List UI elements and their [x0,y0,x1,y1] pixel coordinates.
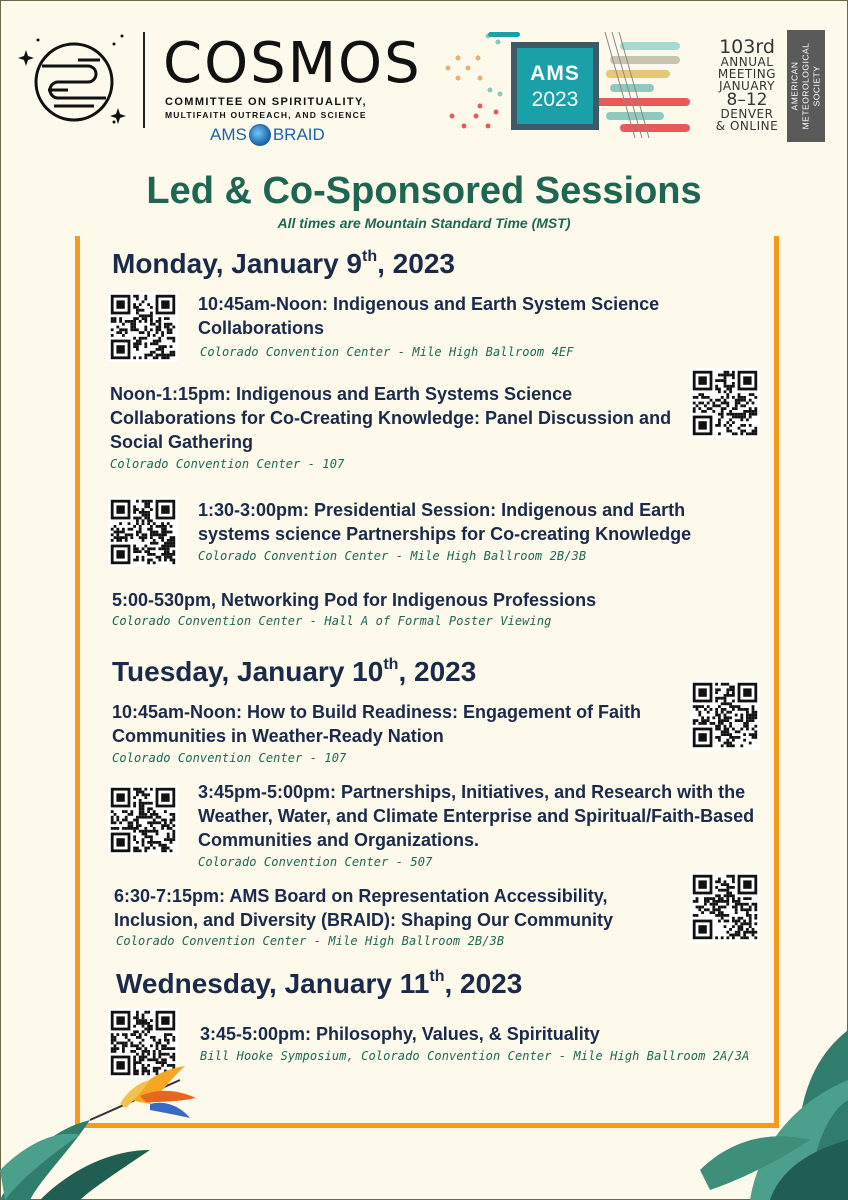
session-title: 3:45-5:00pm: Philosophy, Values, & Spirituality [200,1024,600,1044]
qr-code[interactable] [108,785,178,855]
frame-right [774,236,779,1128]
cosmos-subtitle-line1: COMMITTEE ON SPIRITUALITY, [165,96,368,108]
ams-braid-logo [210,124,325,146]
session-location: Colorado Convention Center - Hall A of Formal Poster Viewing [112,614,552,628]
meeting-month: JANUARY [719,79,775,93]
day-heading-monday: Monday, January 9th, 2023 [112,248,455,279]
page-title: Led & Co-Sponsored Sessions [146,170,702,212]
meeting-label: MEETING [717,67,777,81]
meeting-info [712,38,782,132]
meeting-dates: 8–12 [726,90,768,110]
session-location: Colorado Convention Center - 107 [112,751,347,765]
session-title: 1:30-3:00pm: Presidential Session: Indigenous and Earth systems science Partnerships for Co-creating Knowledge [198,500,692,544]
session-title: 5:00-530pm, Networking Pod for Indigenous Professions [112,590,597,610]
meeting-city: DENVER [720,107,774,121]
session-location: Colorado Convention Center - 107 [110,457,345,471]
society-line3: SOCIETY [811,65,822,107]
meeting-annual: ANNUAL [720,55,774,69]
session-title: 10:45am-Noon: How to Build Readiness: Engagement of Faith Communities in Weather-Ready Nation [112,702,642,746]
header-divider [143,32,145,128]
tropical-leaves-right-decoration [690,1020,848,1200]
cosmos-name: COSMOS [163,31,422,96]
globe-icon [249,124,271,146]
session-location: Colorado Convention Center - 507 [198,855,433,869]
braid-left-text: AMS [210,125,247,144]
session-title: Noon-1:15pm: Indigenous and Earth Systems Science Collaborations for Co-Creating Knowledge: Panel Discussion and Social Gathering [110,384,672,452]
braid-right-text: BRAID [272,125,325,144]
session-title: 10:45am-Noon: Indigenous and Earth System Science Collaborations [198,294,660,338]
qr-code[interactable] [108,497,178,567]
session-location: Colorado Convention Center - Mile High Ballroom 4EF [200,345,574,359]
qr-code[interactable] [690,368,760,438]
cosmos-subtitle-line2: MULTIFAITH OUTREACH, AND SCIENCE [165,110,367,120]
ams-badge-line1: AMS [530,62,580,85]
meeting-number: 103rd [719,36,775,58]
society-name [790,32,823,140]
day-heading-tuesday: Tuesday, January 10th, 2023 [112,656,477,687]
session-title: 3:45pm-5:00pm: Partnerships, Initiatives, and Research with the Weather, Water, and Climate Enterprise and Spiritual/Faith-Based Communities and Organizations. [198,782,755,850]
tropical-leaves-left-decoration [0,1060,230,1200]
session-location: Bill Hooke Symposium, Colorado Convention Center - Mile High Ballroom 2A/3A [200,1049,750,1063]
frame-left [75,236,80,1128]
qr-code[interactable] [690,680,760,750]
society-line1: AMERICAN [789,61,800,111]
cosmos-planet-logo [18,30,128,130]
page-subtitle: All times are Mountain Standard Time (MST) [277,215,571,231]
ams-2023-badge [511,42,599,130]
qr-code[interactable] [108,292,178,362]
session-location: Colorado Convention Center - Mile High Ballroom 2B/3B [116,934,505,948]
session-location: Colorado Convention Center - Mile High Ballroom 2B/3B [198,549,587,563]
meeting-online: & ONLINE [715,119,779,133]
society-line2: METEOROLOGICAL [800,42,811,130]
qr-code[interactable] [690,872,760,942]
day-heading-wednesday: Wednesday, January 11th, 2023 [116,968,523,999]
ams-society-logo [787,30,825,142]
session-title: 6:30-7:15pm: AMS Board on Representation Accessibility, Inclusion, and Diversity (BRAID): Shaping Our Community [114,886,614,930]
ams-badge-line2: 2023 [531,88,579,111]
